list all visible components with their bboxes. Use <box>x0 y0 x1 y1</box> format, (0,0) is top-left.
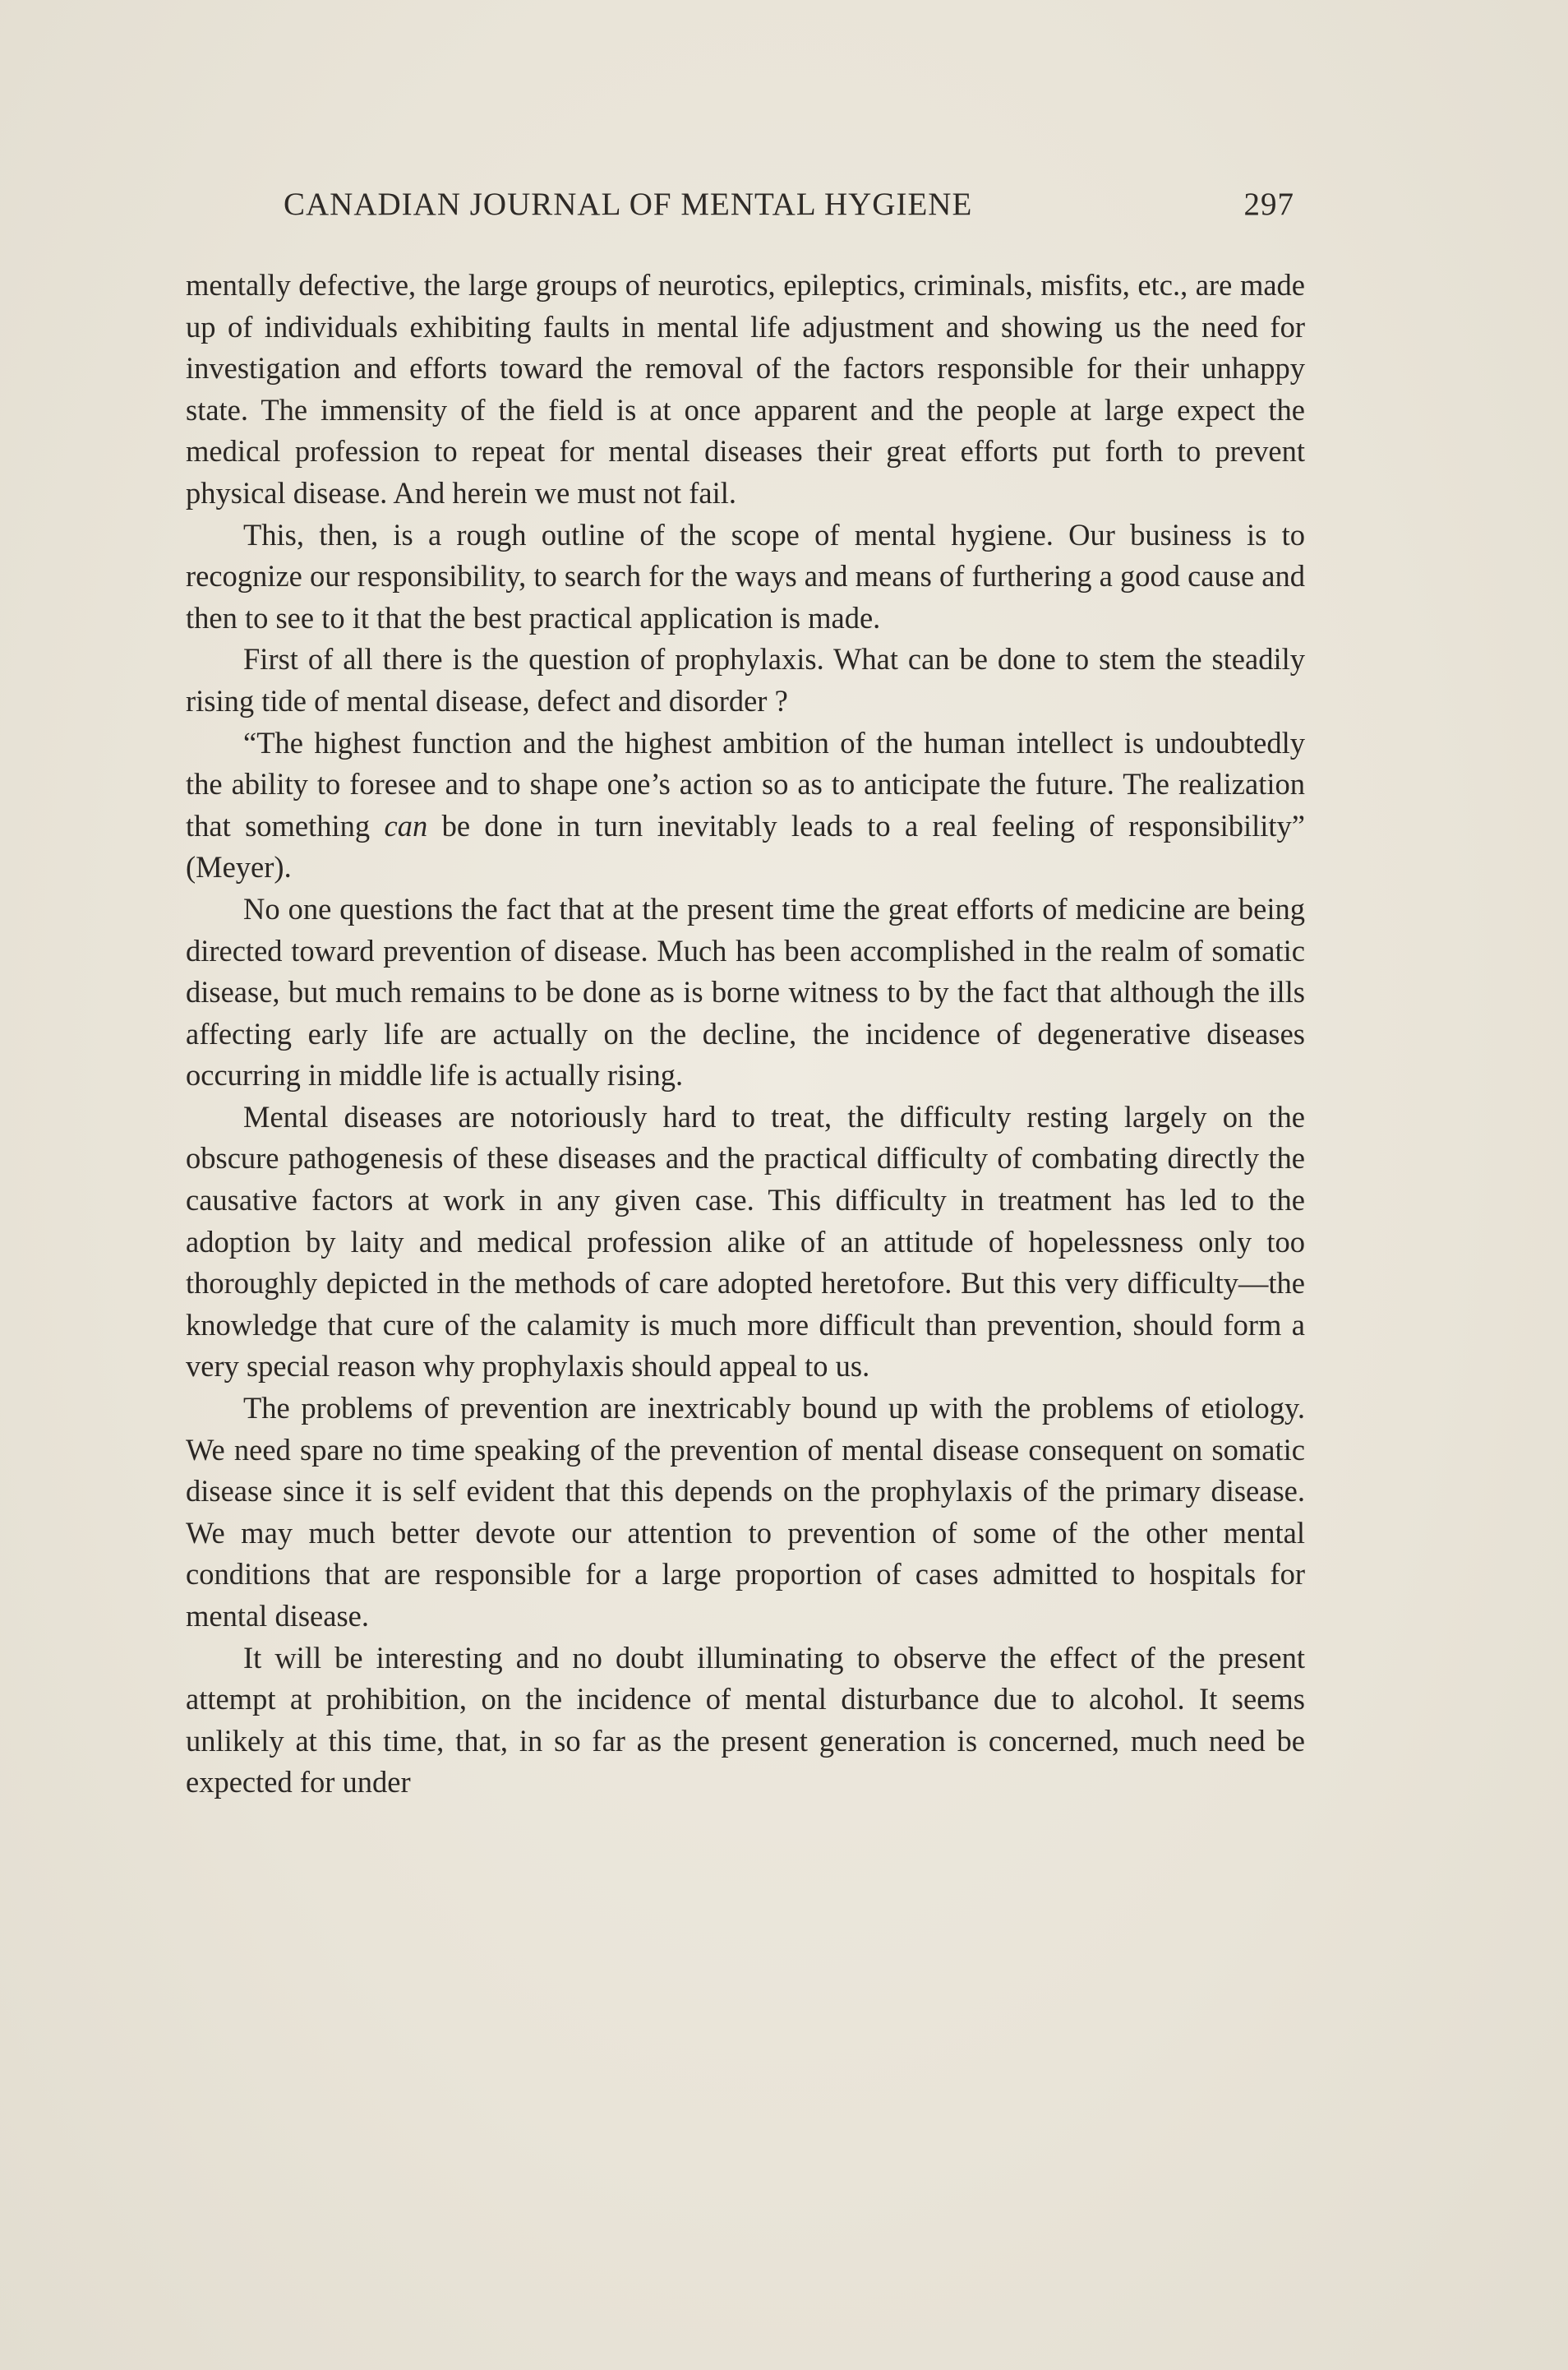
paragraph-text: be done in turn inevitably leads to a real feeling of responsibility” (Meyer). <box>186 808 1306 885</box>
page-number: 297 <box>1243 187 1294 222</box>
paragraph-text: Mental diseases are notoriously hard to treat, the difficulty resting largely on the obscure pathogenesis of these diseases and the practical difficulty of combating directly the causative factors at work in any given case. This difficulty in treatment has led to the adoption by laity and medical profession alike of an attitude of hopelessness only too thoroughly depicted in the methods of care adopted heretofore. But this very difficulty—the knowledge that cure of the calamity is much more difficult than prevention, should form a very special reason why prophylaxis should appeal to us. <box>186 1099 1305 1384</box>
running-header <box>284 186 1294 235</box>
paragraph-text: This, then, is a rough outline of the scope of mental hygiene. Our business is to recognize our responsibility, to search for the ways and means of furthering a good cause and then to see to it that the best practical application is made. <box>186 517 1305 635</box>
paragraph-text: mentally defective, the large groups of neurotics, epileptics, criminals, misfits, etc., are made up of individuals exhibiting faults in mental life adjustment and showing us the need for investigation and efforts toward the removal of the factors responsible for their unhappy state. The immensity of the field is at once apparent and the people at large expect the medical profession to repeat for mental diseases their great efforts put forth to prevent physical disease. And herein we must not fail. <box>186 268 1305 510</box>
body-text <box>186 265 1305 1804</box>
paragraph <box>186 639 1305 722</box>
paragraph <box>186 1638 1305 1804</box>
paragraph <box>186 1388 1305 1638</box>
journal-title: CANADIAN JOURNAL OF MENTAL HYGIENE <box>284 187 973 222</box>
paragraph-text: It will be interesting and no doubt illuminating to observe the effect of the present attempt at prohibition, on the incidence of mental disturbance due to alcohol. It seems unlikely at this time, that, in so far as the present generation is concerned, much need be expected for under <box>186 1640 1305 1799</box>
paragraph <box>186 515 1305 640</box>
paragraph-text: “The highest function and the highest ambition of the human intellect is undoubtedly the ability to foresee and to shape one’s action so as to anticipate the future. The realization that something <box>186 725 1305 843</box>
paragraph <box>186 889 1305 1097</box>
paragraph <box>186 265 1305 515</box>
paragraph-text: No one questions the fact that at the present time the great efforts of medicine are being directed toward prevention of disease. Much has been accomplished in the realm of somatic disease, but much remains to be done as is borne witness to by the fact that although the ills affecting early life are actually on the decline, the incidence of degenerative diseases occurring in middle life is actually rising. <box>186 891 1305 1093</box>
paragraph <box>186 1097 1305 1388</box>
emphasized-word: can <box>384 808 428 843</box>
quotation-paragraph <box>186 723 1305 889</box>
paragraph-text: The problems of prevention are inextricably bound up with the problems of etiology. We need spare no time speaking of the prevention of mental disease consequent on somatic disease since it is self evident that this depends on the prophylaxis of the primary disease. We may much better devote our attention to prevention of some of the other mental conditions that are responsible for a large proportion of cases admitted to hospitals for mental disease. <box>186 1391 1305 1633</box>
paragraph-text: First of all there is the question of prophylaxis. What can be done to stem the steadily rising tide of mental disease, defect and disorder ? <box>186 642 1305 718</box>
